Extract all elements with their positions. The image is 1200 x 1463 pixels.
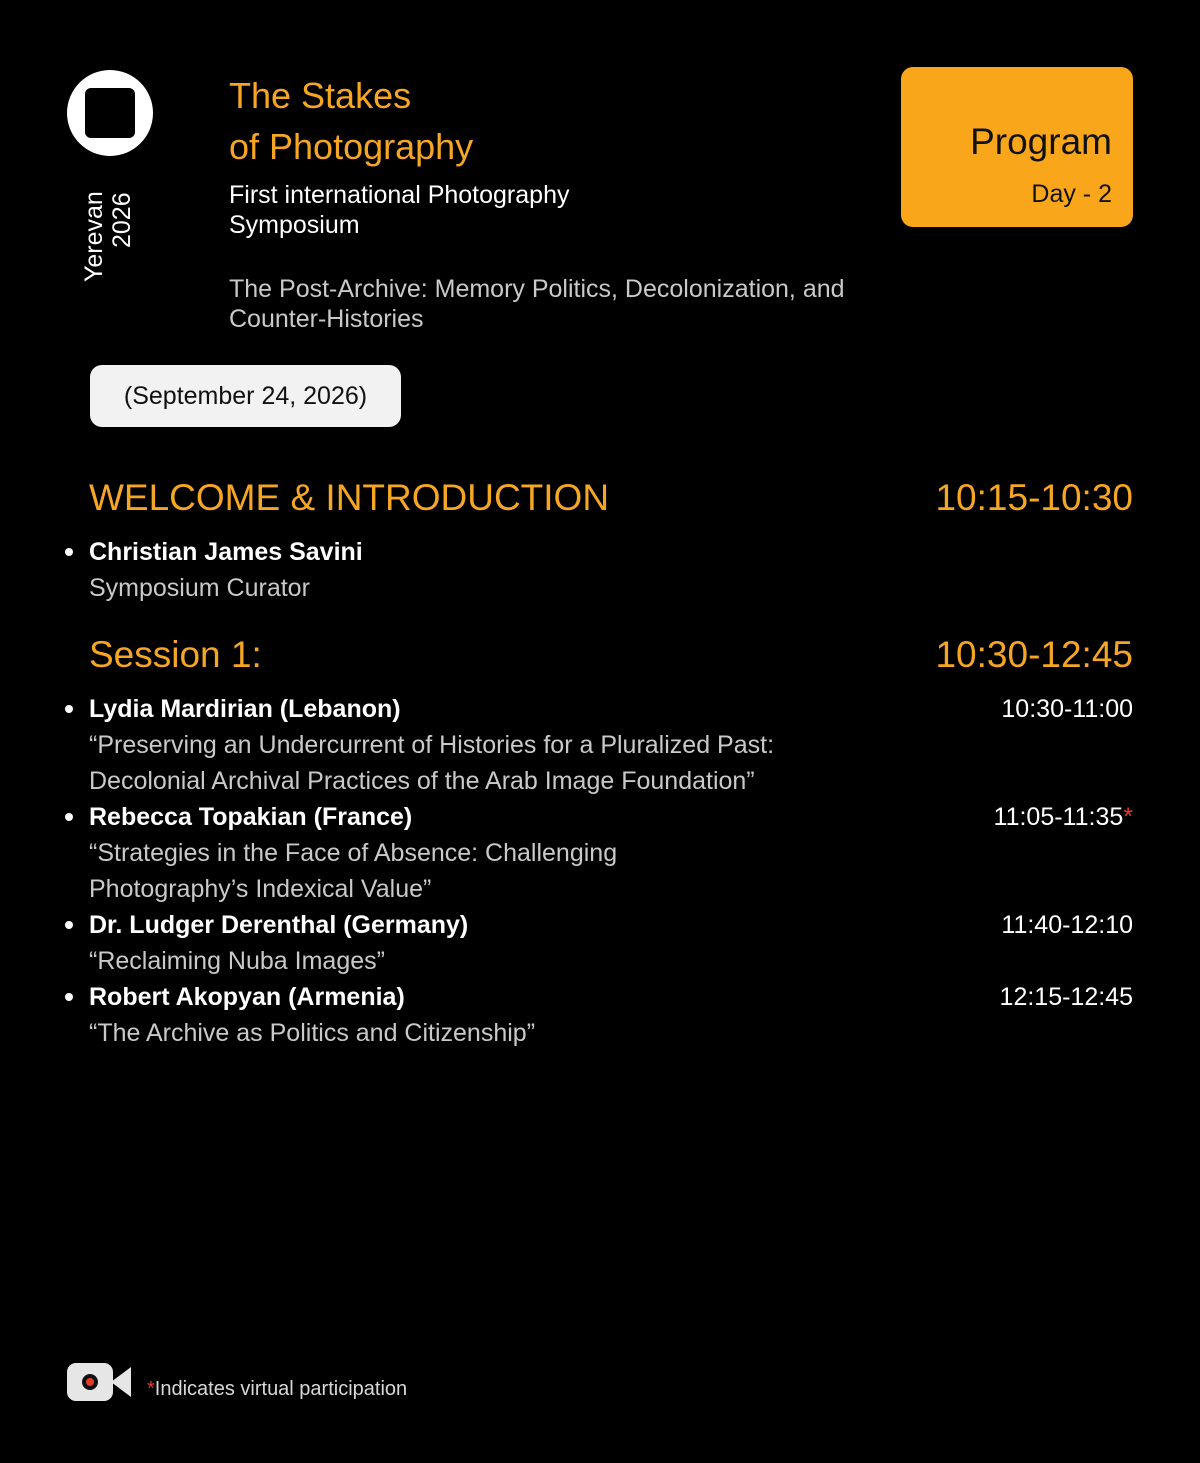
program-label: Program: [970, 121, 1112, 162]
talk-title-line-1: “Reclaiming Nuba Images”: [89, 947, 385, 975]
logo-year: 2026: [108, 192, 136, 248]
speaker-name: Dr. Ludger Derenthal (Germany): [89, 911, 469, 939]
title-line-2: of Photography: [229, 126, 474, 167]
bullet-icon: [65, 548, 73, 556]
speaker-name: Robert Akopyan (Armenia): [89, 983, 405, 1011]
bullet-icon: [65, 921, 73, 929]
talk-title-line-2: Decolonial Archival Practices of the Arab Image Foundation”: [89, 767, 755, 795]
talk-time: 10:30-11:00: [1001, 695, 1133, 723]
talk-title-line-1: “Strategies in the Face of Absence: Challenging: [89, 839, 618, 867]
page-subtitle: First international Photography Symposium: [229, 181, 570, 239]
list-item: [89, 534, 1133, 606]
section-session-1-header: [89, 633, 1133, 677]
page-title: [229, 70, 473, 172]
logo-vertical-text: [80, 184, 136, 284]
talk-title-line-1: “The Archive as Politics and Citizenship”: [89, 1019, 536, 1047]
talk-time: 11:05-11:35: [993, 803, 1124, 831]
date-badge: (September 24, 2026): [90, 365, 401, 427]
section-time: 10:30-12:45: [935, 634, 1133, 675]
program-badge: [901, 67, 1133, 227]
section-time: 10:15-10:30: [935, 477, 1133, 518]
talk-time: 12:15-12:45: [999, 983, 1133, 1011]
talk-title-line-1: “Preserving an Undercurrent of Histories for a Pluralized Past:: [89, 731, 775, 759]
bullet-icon: [65, 813, 73, 821]
section-title: Session 1:: [89, 634, 262, 675]
speaker-name: Christian James Savini: [89, 538, 363, 566]
virtual-marker: *: [1123, 803, 1133, 831]
logo-city: Yerevan: [80, 191, 108, 282]
talk-title-line-2: Photography’s Indexical Value”: [89, 875, 432, 903]
day-label: Day - 2: [1031, 180, 1112, 208]
logo-square-shape: [85, 88, 135, 138]
section-title: WELCOME & INTRODUCTION: [89, 477, 610, 518]
virtual-marker: *: [147, 1378, 155, 1400]
title-line-1: The Stakes: [229, 75, 412, 116]
list-item: [89, 691, 1133, 799]
symposium-theme: The Post-Archive: Memory Politics, Decolonization, and Counter-Histories: [229, 275, 845, 333]
speaker-name: Rebecca Topakian (France): [89, 803, 413, 831]
bullet-icon: [65, 705, 73, 713]
footer-note-text: Indicates virtual participation: [154, 1378, 408, 1400]
talk-time: 11:40-12:10: [1001, 911, 1133, 939]
speaker-name: Lydia Mardirian (Lebanon): [89, 695, 401, 723]
speaker-role: Symposium Curator: [89, 574, 310, 602]
list-item: [89, 979, 1133, 1051]
logo-mark: [67, 70, 153, 156]
virtual-participation-note: [147, 1377, 407, 1401]
video-camera-icon: [67, 1363, 131, 1401]
list-item: [89, 907, 1133, 979]
talk-time-wrapper: [994, 799, 1133, 835]
section-welcome-header: [89, 476, 1133, 520]
list-item: [89, 799, 1133, 907]
bullet-icon: [65, 993, 73, 1001]
